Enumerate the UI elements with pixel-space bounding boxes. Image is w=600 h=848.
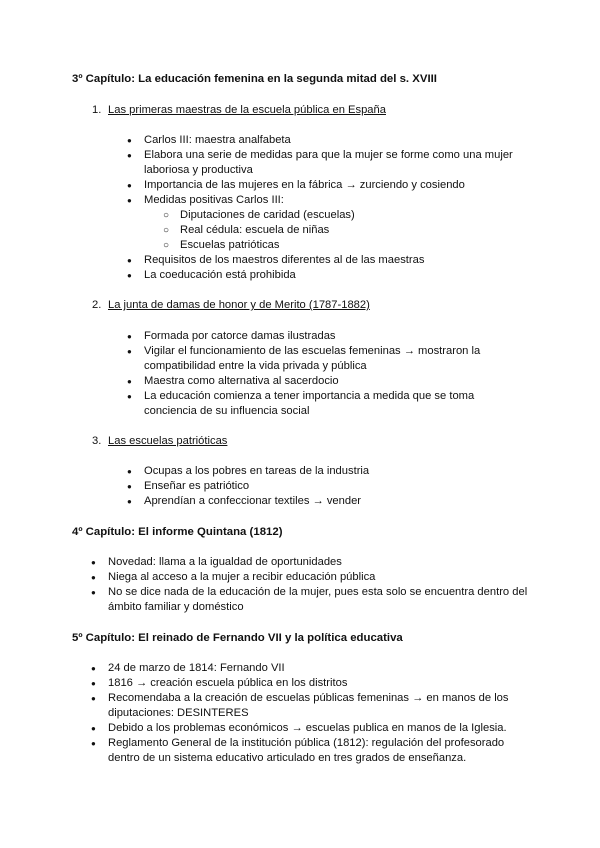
sub-list-item: ○ Real cédula: escuela de niñas — [144, 223, 514, 238]
chapter-4-heading: 4º Capítulo: El informe Quintana (1812) — [72, 526, 283, 538]
section-3-list — [144, 464, 514, 509]
list-item: ● La educación comienza a tener importancia a medida que se toma conciencia de su influencia social — [144, 389, 514, 419]
list-item: ● Niega al acceso a la mujer a recibir educación pública — [108, 570, 528, 585]
section-1-title: Las primeras maestras de la escuela pública en España — [108, 104, 386, 116]
sub-list-item: ○ Diputaciones de caridad (escuelas) — [144, 208, 514, 223]
chapter-4-list — [108, 555, 528, 615]
list-item: ● Vigilar el funcionamiento de las escuelas femeninas → mostraron la compatibilidad entre la vida privada y pública — [144, 344, 514, 374]
section-2-list — [144, 329, 514, 419]
list-item: ● Medidas positivas Carlos III: — [144, 193, 514, 208]
section-2-title: La junta de damas de honor y de Merito (1787-1882) — [108, 299, 370, 311]
list-item: ● Ocupas a los pobres en tareas de la industria — [144, 464, 514, 479]
list-item: ● La coeducación está prohibida — [144, 268, 514, 283]
list-item: ● Importancia de las mujeres en la fábrica → zurciendo y cosiendo — [144, 178, 514, 193]
list-item: ● No se dice nada de la educación de la mujer, pues esta solo se encuentra dentro del ámbito familiar y doméstico — [108, 585, 528, 615]
list-item: ● Requisitos de los maestros diferentes al de las maestras — [144, 253, 514, 268]
section-1-heading — [92, 103, 386, 118]
list-item: ● Aprendían a confeccionar textiles → vender — [144, 494, 514, 509]
list-item: ● 24 de marzo de 1814: Fernando VII — [108, 661, 528, 676]
list-item: ● Reglamento General de la institución pública (1812): regulación del profesorado dentro de un sistema educativo articulado en tres grados de enseñanza. — [108, 736, 528, 766]
list-item: ● Maestra como alternativa al sacerdocio — [144, 374, 514, 389]
section-3-heading — [92, 434, 227, 449]
section-3-number: 3. — [92, 435, 102, 447]
section-1-number: 1. — [92, 104, 102, 116]
list-item: ● Carlos III: maestra analfabeta — [144, 133, 514, 148]
sub-list-item: ○ Escuelas patrióticas — [144, 238, 514, 253]
list-item: ● Formada por catorce damas ilustradas — [144, 329, 514, 344]
list-item: ● 1816 → creación escuela pública en los distritos — [108, 676, 528, 691]
section-2-number: 2. — [92, 299, 102, 311]
list-item: ● Enseñar es patriótico — [144, 479, 514, 494]
section-2-heading — [92, 298, 370, 313]
list-item: ● Debido a los problemas económicos → escuelas publica en manos de la Iglesia. — [108, 721, 528, 736]
list-item: ● Novedad: llama a la igualdad de oportunidades — [108, 555, 528, 570]
list-item: ● Recomendaba a la creación de escuelas públicas femeninas → en manos de los diputaciones: DESINTERES — [108, 691, 528, 721]
chapter-3-heading: 3º Capítulo: La educación femenina en la segunda mitad del s. XVIII — [72, 73, 437, 85]
section-3-title: Las escuelas patrióticas — [108, 435, 228, 447]
section-1-list — [144, 133, 514, 283]
chapter-5-heading: 5º Capítulo: El reinado de Fernando VII y la política educativa — [72, 632, 403, 644]
list-item: ● Elabora una serie de medidas para que la mujer se forme como una mujer laboriosa y productiva — [144, 148, 514, 178]
chapter-5-list — [108, 661, 528, 766]
